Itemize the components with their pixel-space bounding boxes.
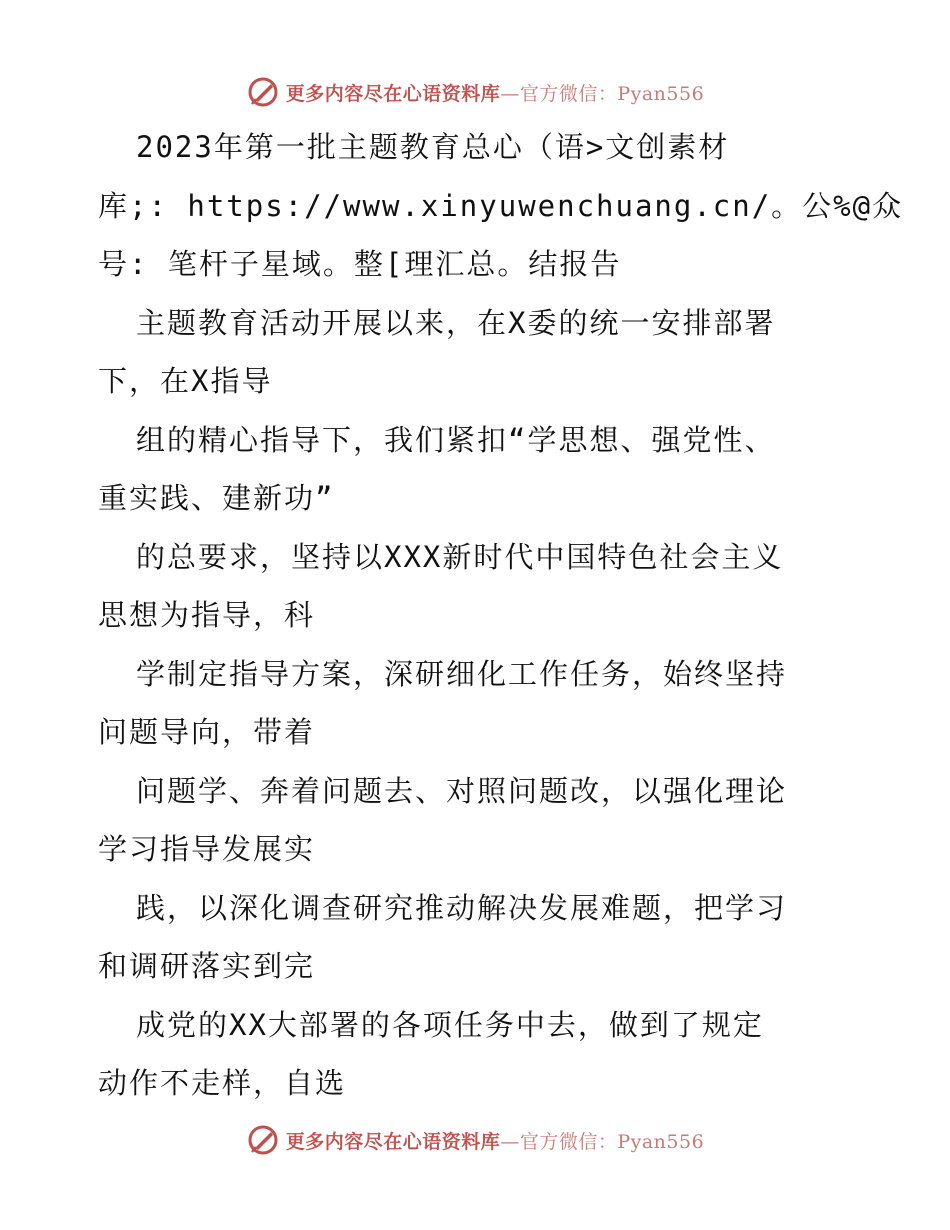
document-body <box>98 118 904 1113</box>
footer-brand-text: 更多内容尽在心语资料库 <box>285 1130 501 1153</box>
header-watermark-banner <box>0 70 950 114</box>
text-line: 主题教育活动开展以来，在X委的统一安排部署 <box>136 305 776 340</box>
text-line: 和调研落实到完 <box>98 949 316 983</box>
text-line: 重实践、建新功” <box>98 481 335 515</box>
text-line: 思想为指导，科 <box>98 598 316 632</box>
text-line: 号: 笔杆子星域。整[理汇总。结报告 <box>98 247 622 281</box>
text-line: 下，在X指导 <box>98 364 273 398</box>
footer-banner-text <box>286 1127 704 1154</box>
header-brand-text: 更多内容尽在心语资料库 <box>285 82 501 105</box>
header-wechat-id: Pyan556 <box>617 82 705 105</box>
header-wechat-label: 官方微信： <box>519 82 618 105</box>
text-line: 学习指导发展实 <box>98 832 316 866</box>
footer-wechat-id: Pyan556 <box>617 1130 705 1153</box>
footer-wechat-label: 官方微信： <box>519 1130 618 1153</box>
text-line: 问题学、奔着问题去、对照问题改，以强化理论 <box>136 773 788 808</box>
text-line: 问题导向，带着 <box>98 715 316 749</box>
header-separator: — <box>500 82 520 105</box>
footer-watermark-banner <box>0 1118 950 1162</box>
footer-separator: — <box>500 1130 520 1153</box>
text-line: 的总要求，坚持以XXX新时代中国特色社会主义 <box>136 539 784 574</box>
text-line: 2023年第一批主题教育总心（语>文创素材 <box>136 130 730 164</box>
text-line: 成党的XX大部署的各项任务中去，做到了规定 <box>136 1007 764 1042</box>
text-line: 库;: https://www.xinyuwenchuang.cn/。公%@众 <box>98 188 904 223</box>
text-line: 践，以深化调查研究推动解决发展难题，把学习 <box>136 890 788 925</box>
text-line: 组的精心指导下，我们紧扣“学思想、强党性、 <box>136 422 776 457</box>
text-line: 学制定指导方案，深研细化工作任务，始终坚持 <box>136 656 788 691</box>
quill-logo-icon <box>246 75 280 109</box>
quill-logo-icon <box>246 1123 280 1157</box>
header-banner-text <box>286 79 704 106</box>
text-line: 动作不走样，自选 <box>98 1066 347 1100</box>
